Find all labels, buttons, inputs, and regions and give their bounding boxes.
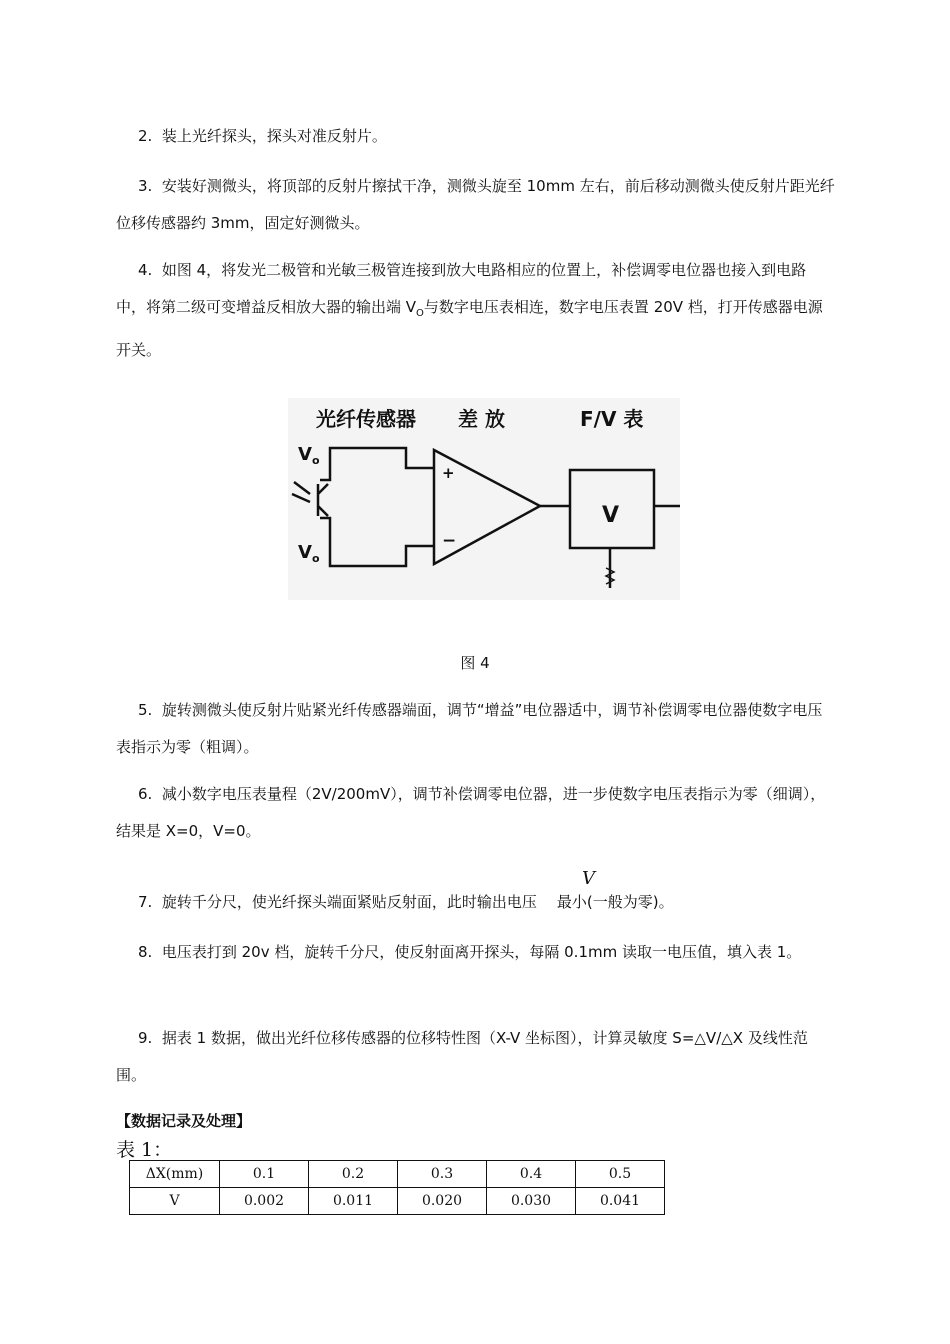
step-text: 据表 1 数据，做出光纤位移传感器的位移特性图（X-V 坐标图），计算灵敏度 S=△V/△X 及线性范围。: [116, 1029, 808, 1084]
step-5: [116, 692, 836, 766]
step-9: [116, 1020, 836, 1094]
data-table: [129, 1160, 665, 1215]
vo-top-label: $V_o$: [298, 444, 320, 467]
circuit-diagram: [288, 398, 680, 600]
step-number: 4.: [138, 261, 153, 279]
step-number: 5.: [138, 701, 153, 719]
table-cell: 0.1: [220, 1161, 309, 1188]
step-number: 7.: [138, 893, 153, 911]
step-text-b: 最小(一般为零)。: [556, 893, 674, 911]
step-text: 减小数字电压表量程（2V/200mV），调节补偿调零电位器，进一步使数字电压表指示为零（细调），结果是 X=0，V=0。: [116, 785, 826, 840]
step-4: [116, 252, 836, 369]
table-cell: 0.002: [220, 1188, 309, 1215]
table-cell: 0.2: [309, 1161, 398, 1188]
minus-sign: −: [442, 531, 457, 551]
step-number: 3.: [138, 177, 153, 195]
vo-bottom-label: $V_o$: [298, 542, 320, 565]
step-number: 8.: [138, 943, 153, 961]
step-7: [116, 884, 836, 921]
label-meter: F/V 表: [580, 407, 644, 431]
table-cell: ΔX(mm): [130, 1161, 220, 1188]
table-cell: 0.3: [398, 1161, 487, 1188]
table-cell: 0.041: [576, 1188, 665, 1215]
plus-sign: +: [442, 464, 455, 482]
step-number: 9.: [138, 1029, 153, 1047]
label-sensor: 光纤传感器: [316, 407, 416, 431]
table-cell: 0.030: [487, 1188, 576, 1215]
step-text-a: 如图 4，将发光二极管和光敏三极管连接到放大电路相应的位置上，补偿调零电位器也接入到电路中，将第二级可变增益反相放大器的输出端 V: [116, 261, 807, 316]
step-text-a: 旋转千分尺，使光纤探头端面紧贴反射面，此时输出电压: [161, 893, 537, 911]
table-cell: 0.4: [487, 1161, 576, 1188]
table-cell: V: [130, 1188, 220, 1215]
step-6: [116, 776, 836, 850]
step-text: 安装好测微头，将顶部的反射片擦拭干净，测微头旋至 10mm 左右，前后移动测微头使反射片距光纤位移传感器约 3mm，固定好测微头。: [116, 177, 835, 232]
step-8: [116, 934, 836, 971]
table-header-row: [130, 1161, 665, 1188]
voltage-symbol: V: [582, 868, 595, 889]
step-number: 6.: [138, 785, 153, 803]
step-text-b: 与数字电压表相连，数字电压表置 20V 档，打开传感器电源开关。: [116, 298, 823, 359]
table-row: [130, 1188, 665, 1215]
table-cell: 0.5: [576, 1161, 665, 1188]
step-3: [116, 168, 836, 242]
table-label: 表 1：: [116, 1139, 173, 1161]
step-text: 电压表打到 20v 档，旋转千分尺，使反射面离开探头，每隔 0.1mm 读取一电压值，填入表 1。: [161, 943, 802, 961]
step-number: 2.: [138, 127, 153, 145]
section-heading: 【数据记录及处理】: [116, 1112, 252, 1130]
meter-symbol: V: [602, 503, 620, 528]
table-cell: 0.011: [309, 1188, 398, 1215]
label-amp: 差 放: [458, 407, 505, 431]
step-2: [116, 118, 836, 155]
step-text: 旋转测微头使反射片贴紧光纤传感器端面，调节“增益”电位器适中，调节补偿调零电位器使数字电压表指示为零（粗调）。: [116, 701, 823, 756]
table-cell: 0.020: [398, 1188, 487, 1215]
step-text: 装上光纤探头，探头对准反射片。: [161, 127, 387, 145]
subscript-o: O: [416, 308, 424, 319]
figure-caption: 图 4: [460, 654, 490, 672]
